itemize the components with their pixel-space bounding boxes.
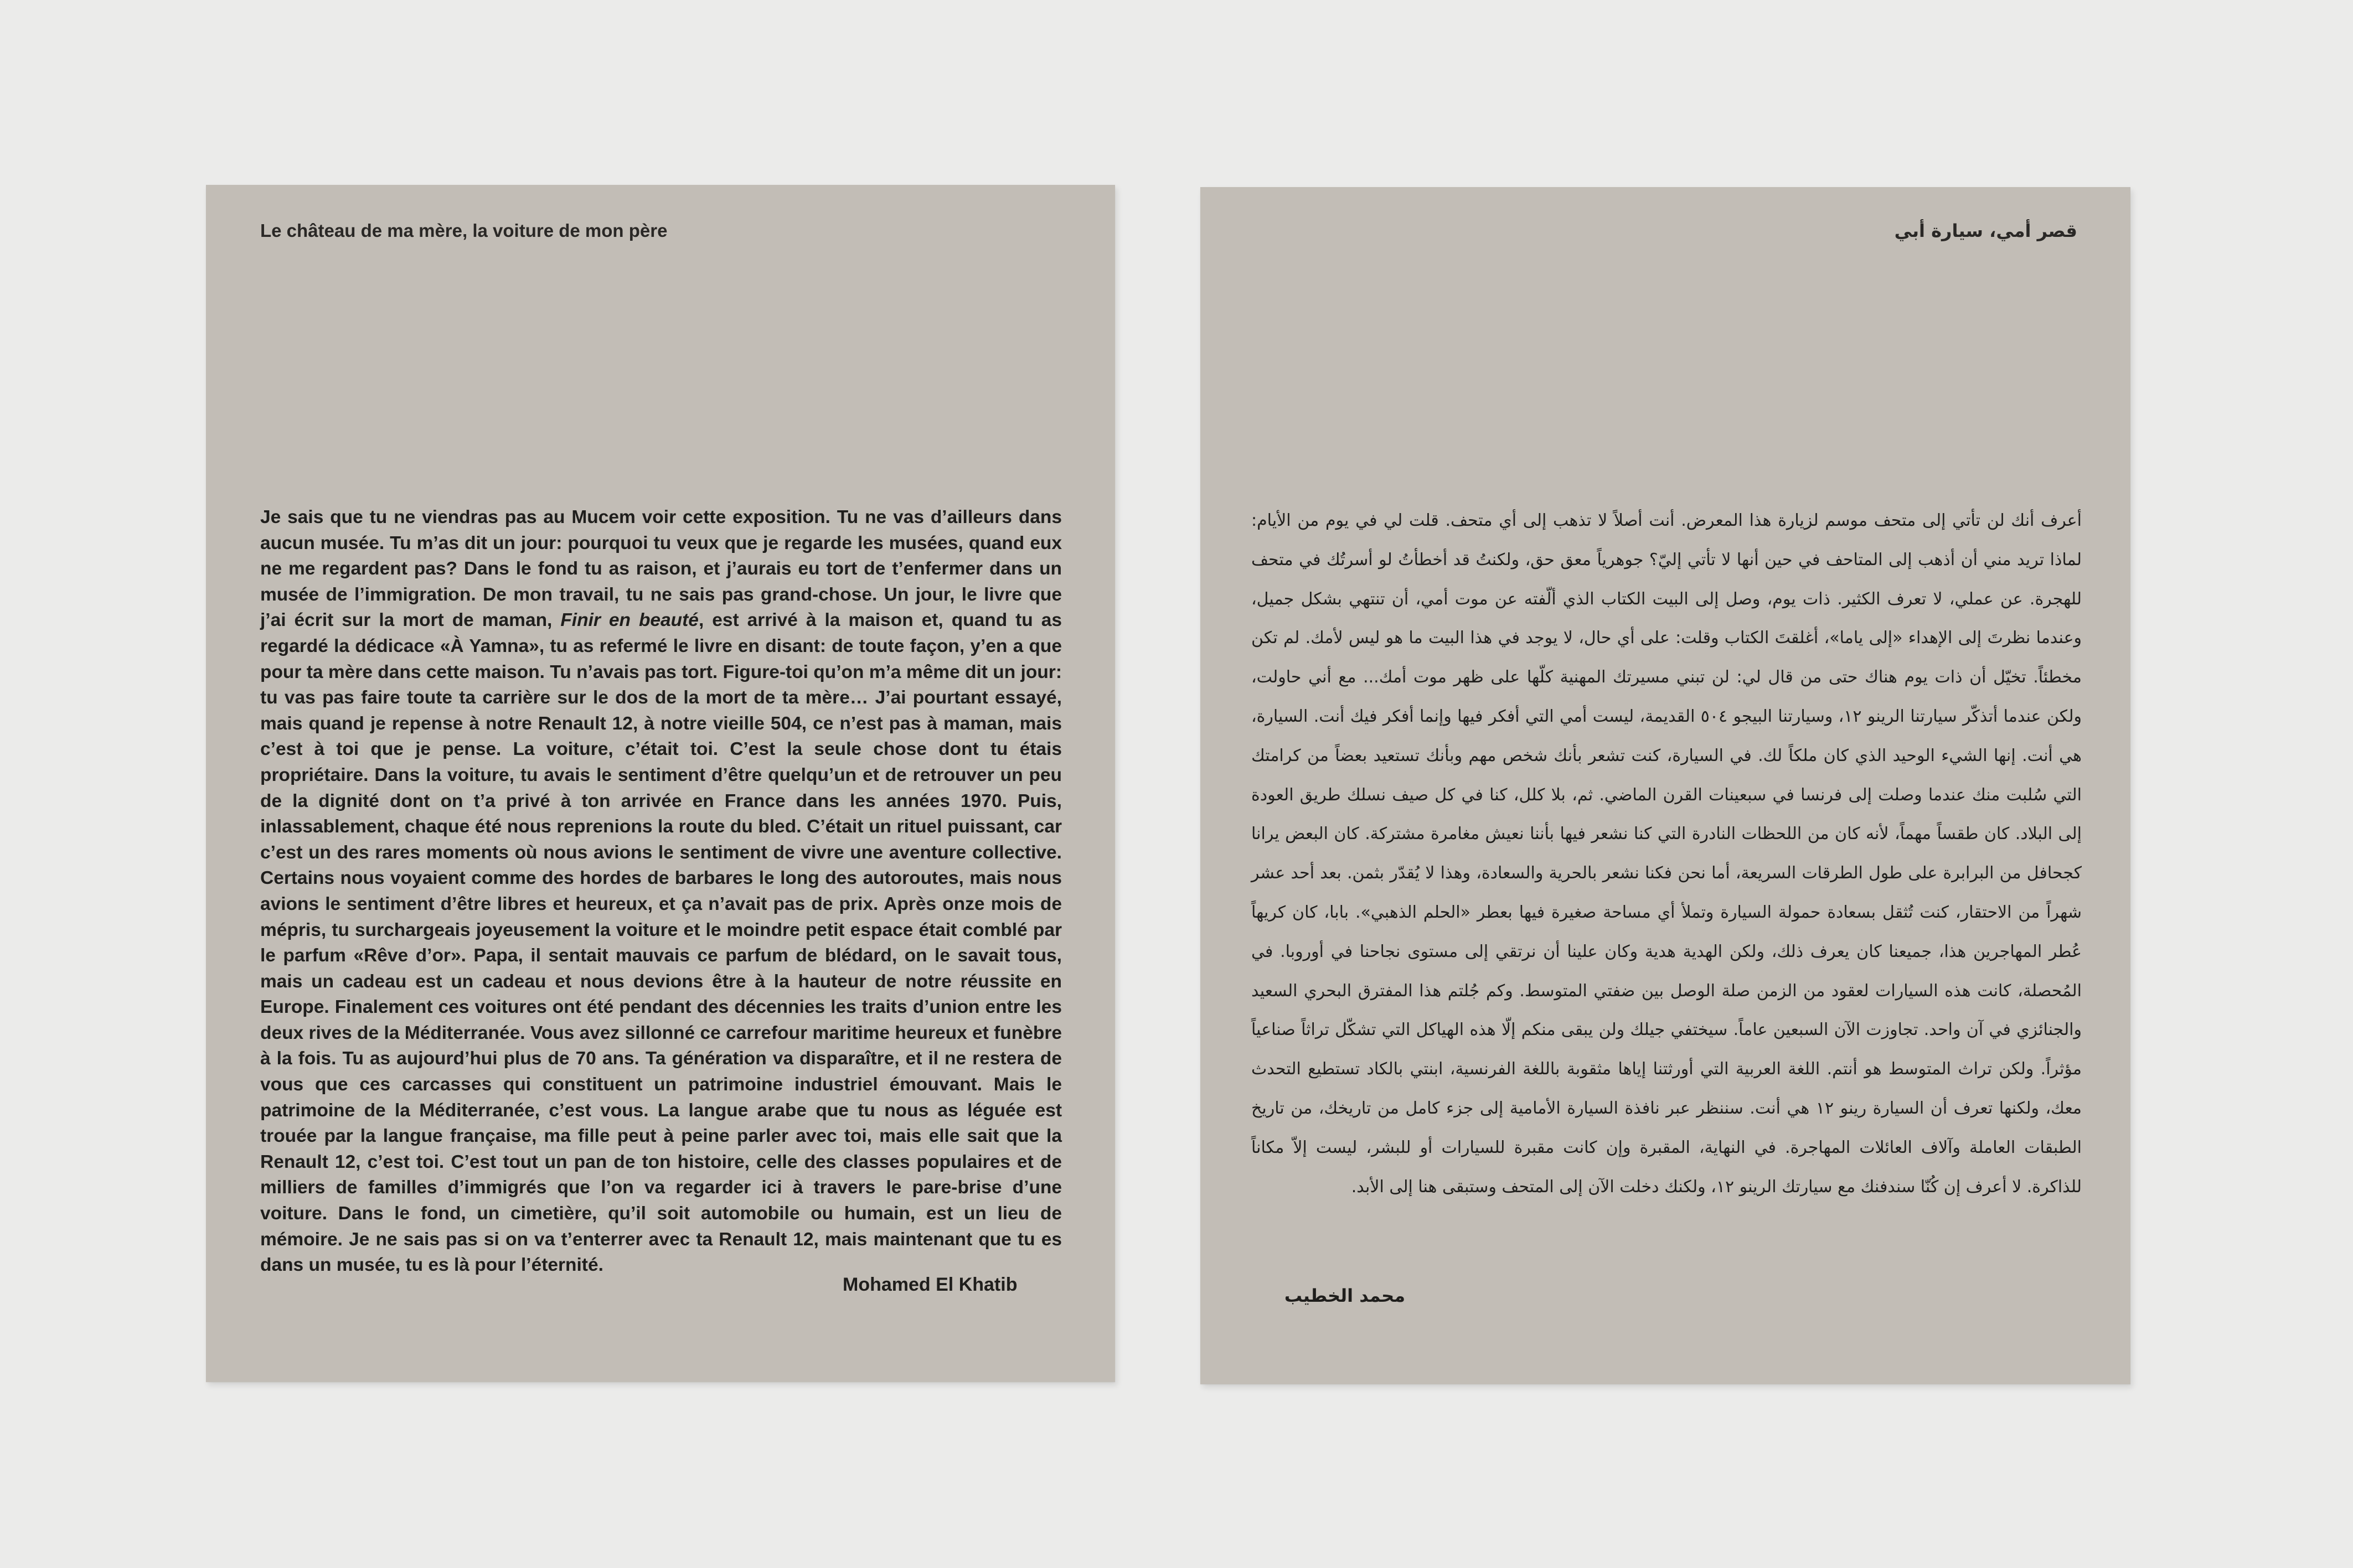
arabic-body-text: أعرف أنك لن تأتي إلى متحف موسم لزيارة هذا المعرض. أنت أصلاً لا تذهب إلى أي متحف. قلت لي في يوم من الأيام: لماذا تريد مني أن أذهب إلى المتاحف في حين أنها لا تأتي إليّ؟ جوهرياً معق حق، ولكنتُ قد أخطأتُ لو أسرتُك في متحف للهجرة. عن عملي، لا تعرف الكثير. ذات يوم، وصل إلى البيت الكتاب الذي ألّفته عن موت أمي، أن تنتهي بشكل جميل، وعندما نظرتَ إلى الإهداء «إلى ياما»، أغلقتَ الكتاب وقلت: على أي حال، لا يوجد في هذا البيت ما هو ليس لأمك. لم تكن مخطئاً. تخيّل أن ذات يوم هناك حتى من قال لي: لن تبني مسيرتك المهنية كلّها على ظهر موت أمك... مع أني حاولت، ولكن عندما أتذكّر سيارتنا الرينو ١٢، وسيارتنا البيجو ٥٠٤ القديمة، ليست أمي التي أفكر فيها وإنما أفكر فيك أنت. السيارة، هي أنت. إنها الشيء الوحيد الذي كان ملكاً لك. في السيارة، كنت تشعر بأنك شخص مهم وبأنك تستعيد بعضاً من كرامتك التي سُلبت منك عندما وصلت إلى فرنسا في سبعينات القرن الماضي. ثم، بلا كلل، كنا في كل صيف نسلك طريق العودة إلى البلاد. كان طقساً مهماً، لأنه كان من اللحظات النادرة التي كنا نشعر فيها بأننا نعيش مغامرة مشتركة. كان البعض يرانا كجحافل من البرابرة على طول الطرقات السريعة، أما نحن فكنا نشعر بالحرية والسعادة، وهذا لا يُقدّر بثمن. بعد أحد عشر شهراً من الاحتقار، كنت تُثقل بسعادة حمولة السيارة وتملأ أي مساحة صغيرة فيها بعطر «الحلم الذهبي». بابا، كان كريهاً عُطر المهاجرين هذا، جميعنا كان يعرف ذلك، ولكن الهدية هدية وكان علينا أن نرتقي إلى مستوى نجاحنا في أوروبا. في المُحصلة، كانت هذه السيارات لعقود من الزمن صلة الوصل بين ضفتي المتوسط. وكم جُلتم هذا المفترق البحري السعيد والجنائزي في آن واحد. تجاوزت الآن السبعين عاماً. سيختفي جيلك ولن يبقى منكم إلّا هذه الهياكل التي تشكّل تراثاً صناعياً مؤثراً. ولكن تراث المتوسط هو أنتم. اللغة العربية التي أورثتنا إياها مثقوبة باللغة الفرنسية، ابنتي بالكاد تستطيع التحدث معك، ولكنها تعرف أن السيارة رينو ١٢ هي أنت. سننظر عبر نافذة السيارة الأمامية إلى جزء كامل من تاريخك، من تاريخ الطبقات العاملة وآلاف العائلات المهاجرة. في النهاية، المقبرة وإن كانت مقبرة للسيارات أو للبشر، ليست إلاّ مكاناً للذاكرة. لا أعرف إن كُنّا سندفنك مع سيارتك الرينو ١٢، ولكنك دخلت الآن إلى المتحف وستبقى هنا إلى الأبد. (1251, 511, 2082, 1197)
french-title: Le château de ma mère, la voiture de mon père (260, 220, 668, 241)
french-body-part-2: , est arrivé à la maison et, quand tu as regardé la dédicace «À Yamna», tu as refermé le livre en disant: de toute façon, y’en a que pour ta mère dans cette maison. Tu n’avais pas tort. Figure-toi qu’on m’a même dit un jour: tu vas pas faire toute ta carrière sur le dos de la mort de ta mère… J’ai pourtant essayé, mais quand je repense à notre Renault 12, à notre vieille 504, ce n’est pas à maman, mais c’est à toi que je pense. La voiture, c’était toi. C’est la seule chose dont tu étais propriétaire. Dans la voiture, tu avais le sentiment d’être quelqu’un et de retrouver un peu de la dignité dont on t’a privé à ton arrivée en France dans les années 1970. Puis, inlassablement, chaque été nous reprenions la route du bled. C’était un rituel puissant, car c’est un des rares moments où nous avions le sentiment de vivre une aventure collective. Certains nous voyaient comme des hordes de barbares le long des autoroutes, mais nous avions le sentiment d’être libres et heureux, et ça n’avait pas de prix. Après onze mois de mépris, tu surchargeais joyeusement la voiture et le moindre petit espace était comblé par le parfum «Rêve d’or». Papa, il sentait mauvais ce parfum de blédard, on le savait tous, mais un cadeau est un cadeau et nous devions être à la hauteur de notre réussite en Europe. Finalement ces voitures ont été pendant des décennies les traits d’union entre les deux rives de la Méditerranée. Vous avez sillonné ce carrefour maritime heureux et funèbre à la fois. Tu as aujourd’hui plus de 70 ans. Ta génération va disparaître, et il ne restera de vous que ces carcasses qui constituent un patrimoine industriel émouvant. Mais le patrimoine de la Méditerranée, c’est vous. La langue arabe que tu nous as léguée est trouée par la langue française, ma fille peut à peine parler avec toi, mais elle sait que la Renault 12, c’est toi. C’est tout un pan de ton histoire, celle des classes populaires et de milliers de familles d’immigrés que l’on va regarder ici à travers le pare-brise d’une voiture. Dans le fond, un cimetière, qu’il soit automobile ou humain, est un lieu de mémoire. Je ne sais pas si on va t’enterrer avec ta Renault 12, mais maintenant que tu es dans un musée, tu es là pour l’éternité. (260, 610, 1062, 1276)
arabic-text-sheet (1200, 187, 2130, 1384)
arabic-title: قصر أمي، سيارة أبي (1894, 220, 2077, 241)
french-body-part-1: Je sais que tu ne viendras pas au Mucem voir cette exposition. Tu ne vas d’ailleurs dans aucun musée. Tu m’as dit un jour: pourquoi tu veux que je regarde les musées, quand eux ne me regardent pas? Dans le fond tu as raison, et j’aurais eu tort de t’enfermer dans un musée de l’immigration. De mon travail, tu ne sais pas grand-chose. Un jour, le livre que j’ai écrit sur la mort de maman, (260, 507, 1062, 631)
arabic-author-signature: محمد الخطيب (1284, 1285, 1405, 1306)
french-text-sheet (206, 185, 1115, 1382)
book-title: Finir en beauté (560, 610, 699, 631)
french-author-signature: Mohamed El Khatib (843, 1274, 1018, 1295)
french-body-text (260, 505, 1062, 1279)
